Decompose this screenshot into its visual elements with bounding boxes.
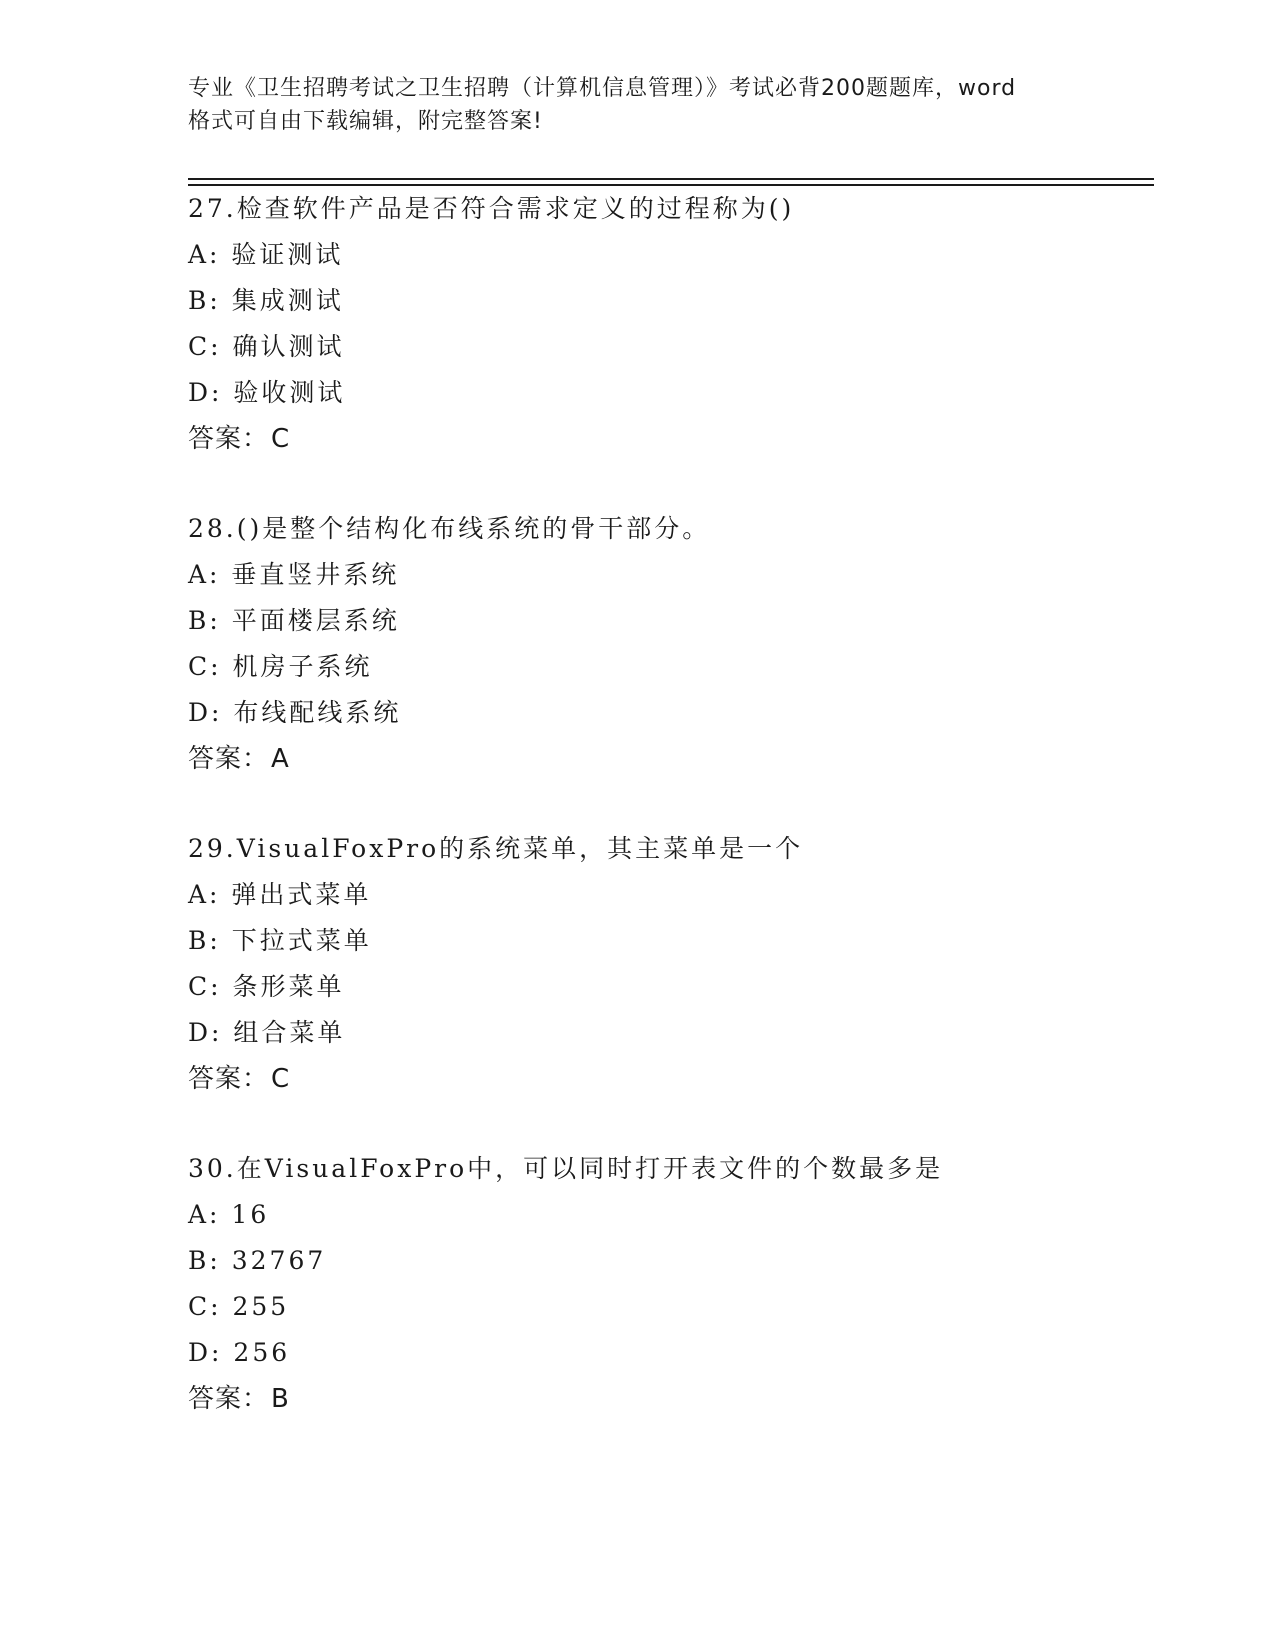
option-d: D: 验收测试 — [188, 378, 346, 407]
question-stem: 27.检查软件产品是否符合需求定义的过程称为() — [188, 194, 795, 223]
answer-line — [188, 1376, 1148, 1422]
option-d: D: 256 — [188, 1338, 291, 1367]
question-stem: 29.VisualFoxPro的系统菜单，其主菜单是一个 — [188, 834, 804, 863]
question-30 — [188, 1146, 1148, 1422]
answer-label: 答案： — [188, 744, 270, 774]
option-a: A: 垂直竖井系统 — [188, 560, 400, 589]
option-d: D: 组合菜单 — [188, 1018, 346, 1047]
question-29 — [188, 826, 1148, 1102]
answer-value: A — [271, 744, 290, 774]
option-d: D: 布线配线系统 — [188, 698, 402, 727]
option-a: A: 验证测试 — [188, 240, 344, 269]
question-28 — [188, 506, 1148, 782]
answer-line — [188, 736, 1148, 782]
option-a: A: 16 — [188, 1200, 270, 1229]
header-divider-top — [188, 178, 1154, 180]
option-b: B: 下拉式菜单 — [188, 926, 372, 955]
answer-line — [188, 416, 1148, 462]
option-c: C: 确认测试 — [188, 332, 345, 361]
document-header — [188, 72, 1088, 138]
answer-line — [188, 1056, 1148, 1102]
option-a: A: 弹出式菜单 — [188, 880, 372, 909]
option-c: C: 255 — [188, 1292, 290, 1321]
option-b: B: 集成测试 — [188, 286, 344, 315]
option-b: B: 32767 — [188, 1246, 327, 1275]
header-line-2: 格式可自由下载编辑，附完整答案! — [188, 109, 543, 134]
answer-value: C — [271, 1064, 291, 1094]
answer-label: 答案： — [188, 424, 270, 454]
answer-value: C — [271, 424, 291, 454]
answer-label: 答案： — [188, 1064, 270, 1094]
option-c: C: 机房子系统 — [188, 652, 373, 681]
question-stem: 28.()是整个结构化布线系统的骨干部分。 — [188, 514, 711, 543]
question-27 — [188, 186, 1148, 462]
question-stem: 30.在VisualFoxPro中，可以同时打开表文件的个数最多是 — [188, 1154, 944, 1183]
answer-value: B — [271, 1384, 290, 1414]
answer-label: 答案： — [188, 1384, 270, 1414]
option-c: C: 条形菜单 — [188, 972, 345, 1001]
header-line-1: 专业《卫生招聘考试之卫生招聘（计算机信息管理）》考试必背200题题库，word — [188, 76, 1017, 101]
option-b: B: 平面楼层系统 — [188, 606, 400, 635]
